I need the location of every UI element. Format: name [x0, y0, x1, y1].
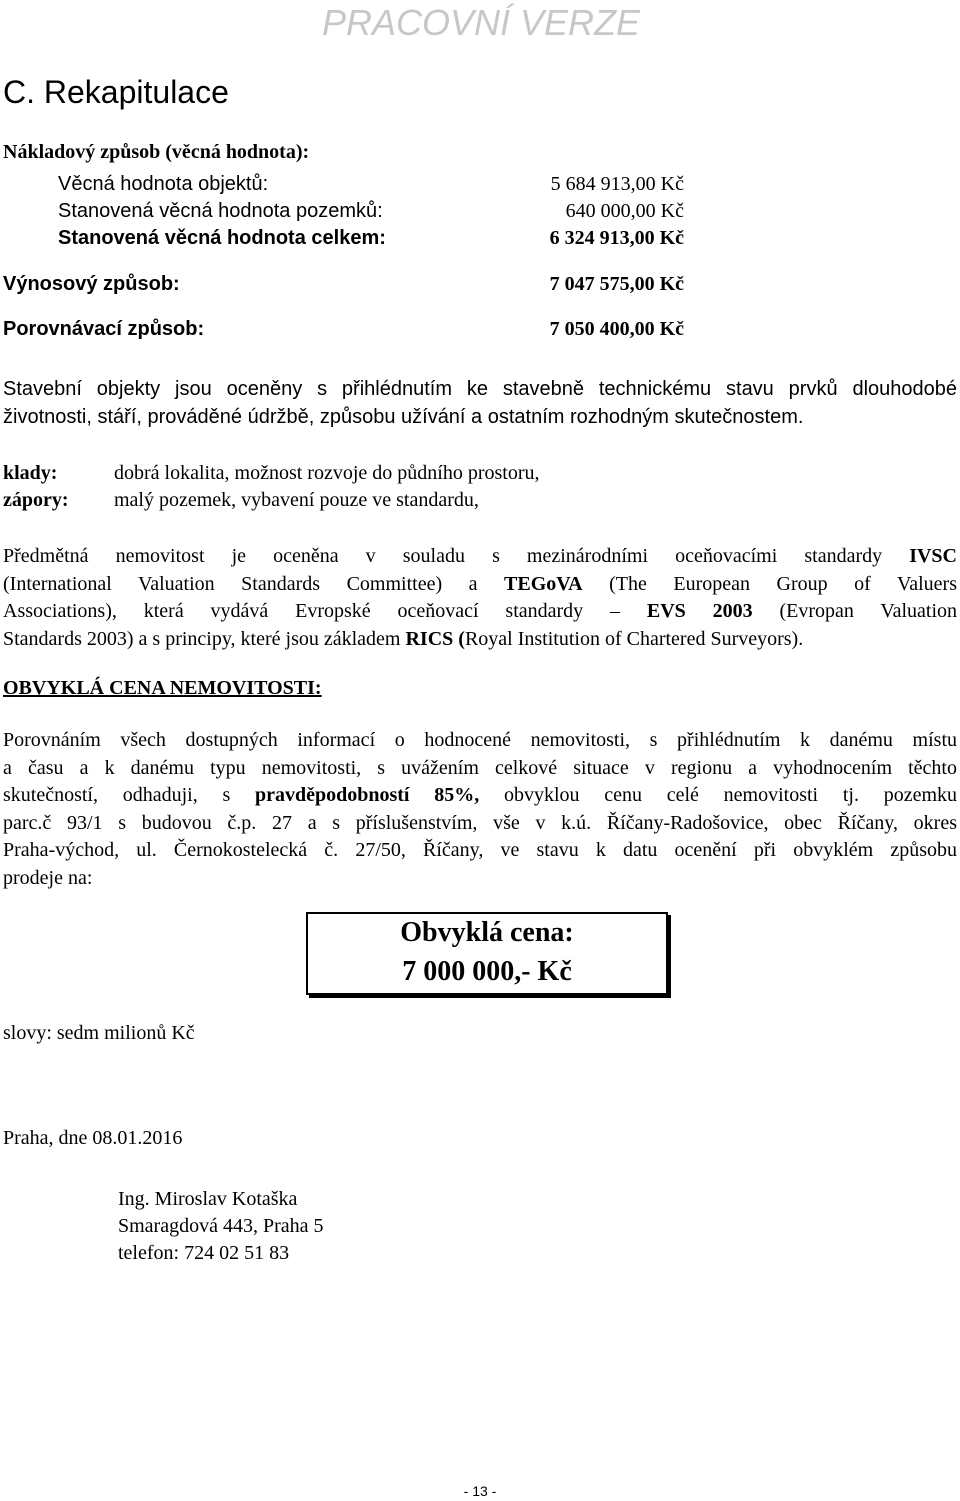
land-value-label: Stanovená věcná hodnota pozemků:: [58, 200, 383, 222]
buildings-value-label: Věcná hodnota objektů:: [58, 173, 269, 195]
price-box: [306, 912, 668, 995]
condition-line-2: životnosti, stáří, prováděné údržbě, způsobu užívání a ostatním rozhodným skutečnostem.: [3, 405, 804, 428]
price-in-words: slovy: sedm milionů Kč: [3, 1022, 195, 1044]
standards-line-3: Associations), která vydává Evropské oceňovací standardy – EVS 2003 (Evropan Valuation: [3, 600, 957, 622]
page-number: - 13 -: [463, 1483, 497, 1499]
total-cost-value-label: Stanovená věcná hodnota celkem:: [58, 227, 386, 249]
buildings-value: 5 684 913,00 Kč: [550, 173, 684, 195]
condition-line-1: Stavební objekty jsou oceněny s přihlédnutím ke stavebně technickému stavu prvků dlouhodobé: [3, 378, 957, 400]
standards-line-2: (International Valuation Standards Committee) a TEGoVA (The European Group of Valuers: [3, 572, 957, 595]
market-paragraph: [3, 727, 957, 892]
place-date: Praha, dne 08.01.2016: [3, 1127, 183, 1149]
market-line-5: Praha-východ, ul. Černokostelecká č. 27/50, Říčany, ve stavu k datu ocenění při obvyklém způsobu: [3, 839, 957, 861]
income-method-label: Výnosový způsob:: [3, 273, 180, 295]
land-value: 640 000,00 Kč: [565, 200, 684, 222]
signature-name: Ing. Miroslav Kotaška: [118, 1188, 298, 1210]
watermark: PRACOVNÍ VERZE: [322, 2, 641, 43]
income-method-value: 7 047 575,00 Kč: [549, 273, 684, 295]
cons-label: zápory:: [3, 489, 69, 511]
standards-paragraph: [3, 543, 957, 653]
market-line-3: skutečností, odhaduji, s pravděpodobností 85%, obvyklou cenu celé nemovitosti tj. pozemku: [3, 784, 957, 806]
market-value-heading: OBVYKLÁ CENA NEMOVITOSTI:: [3, 677, 322, 699]
section-title: C. Rekapitulace: [3, 74, 229, 110]
price-box-value: 7 000 000,- Kč: [402, 956, 572, 987]
standards-line-1: Předmětná nemovitost je oceněna v souladu s mezinárodními oceňovacími standardy IVSC: [3, 545, 957, 567]
condition-paragraph: [3, 376, 957, 431]
price-box-title: Obvyklá cena:: [400, 917, 574, 948]
signature-address: Smaragdová 443, Praha 5: [118, 1215, 324, 1237]
total-cost-value: 6 324 913,00 Kč: [549, 227, 684, 249]
comparative-method-label: Porovnávací způsob:: [3, 318, 205, 340]
market-line-2: a času a k danému typu nemovitosti, s uvážením celkové situace v regionu a vyhodnocením těchto: [3, 756, 957, 779]
standards-line-4: Standards 2003) a s principy, které jsou základem RICS (Royal Institution of Chartered Surveyors).: [3, 627, 804, 650]
cost-method-heading: Nákladový způsob (věcná hodnota):: [3, 141, 310, 163]
signature-phone: telefon: 724 02 51 83: [118, 1242, 290, 1264]
market-line-6: prodeje na:: [3, 866, 93, 889]
comparative-method-value: 7 050 400,00 Kč: [549, 318, 684, 340]
pros-text: dobrá lokalita, možnost rozvoje do půdního prostoru,: [114, 462, 540, 484]
market-line-1: Porovnáním všech dostupných informací o hodnocené nemovitosti, s přihlédnutím k danému místu: [3, 729, 957, 751]
market-line-4: parc.č 93/1 s budovou č.p. 27 a s příslušenstvím, vše v k.ú. Říčany-Radošovice, obec Říčany, okres: [3, 811, 957, 834]
cons-text: malý pozemek, vybavení pouze ve standardu,: [114, 489, 479, 511]
pros-label: klady:: [3, 462, 58, 484]
